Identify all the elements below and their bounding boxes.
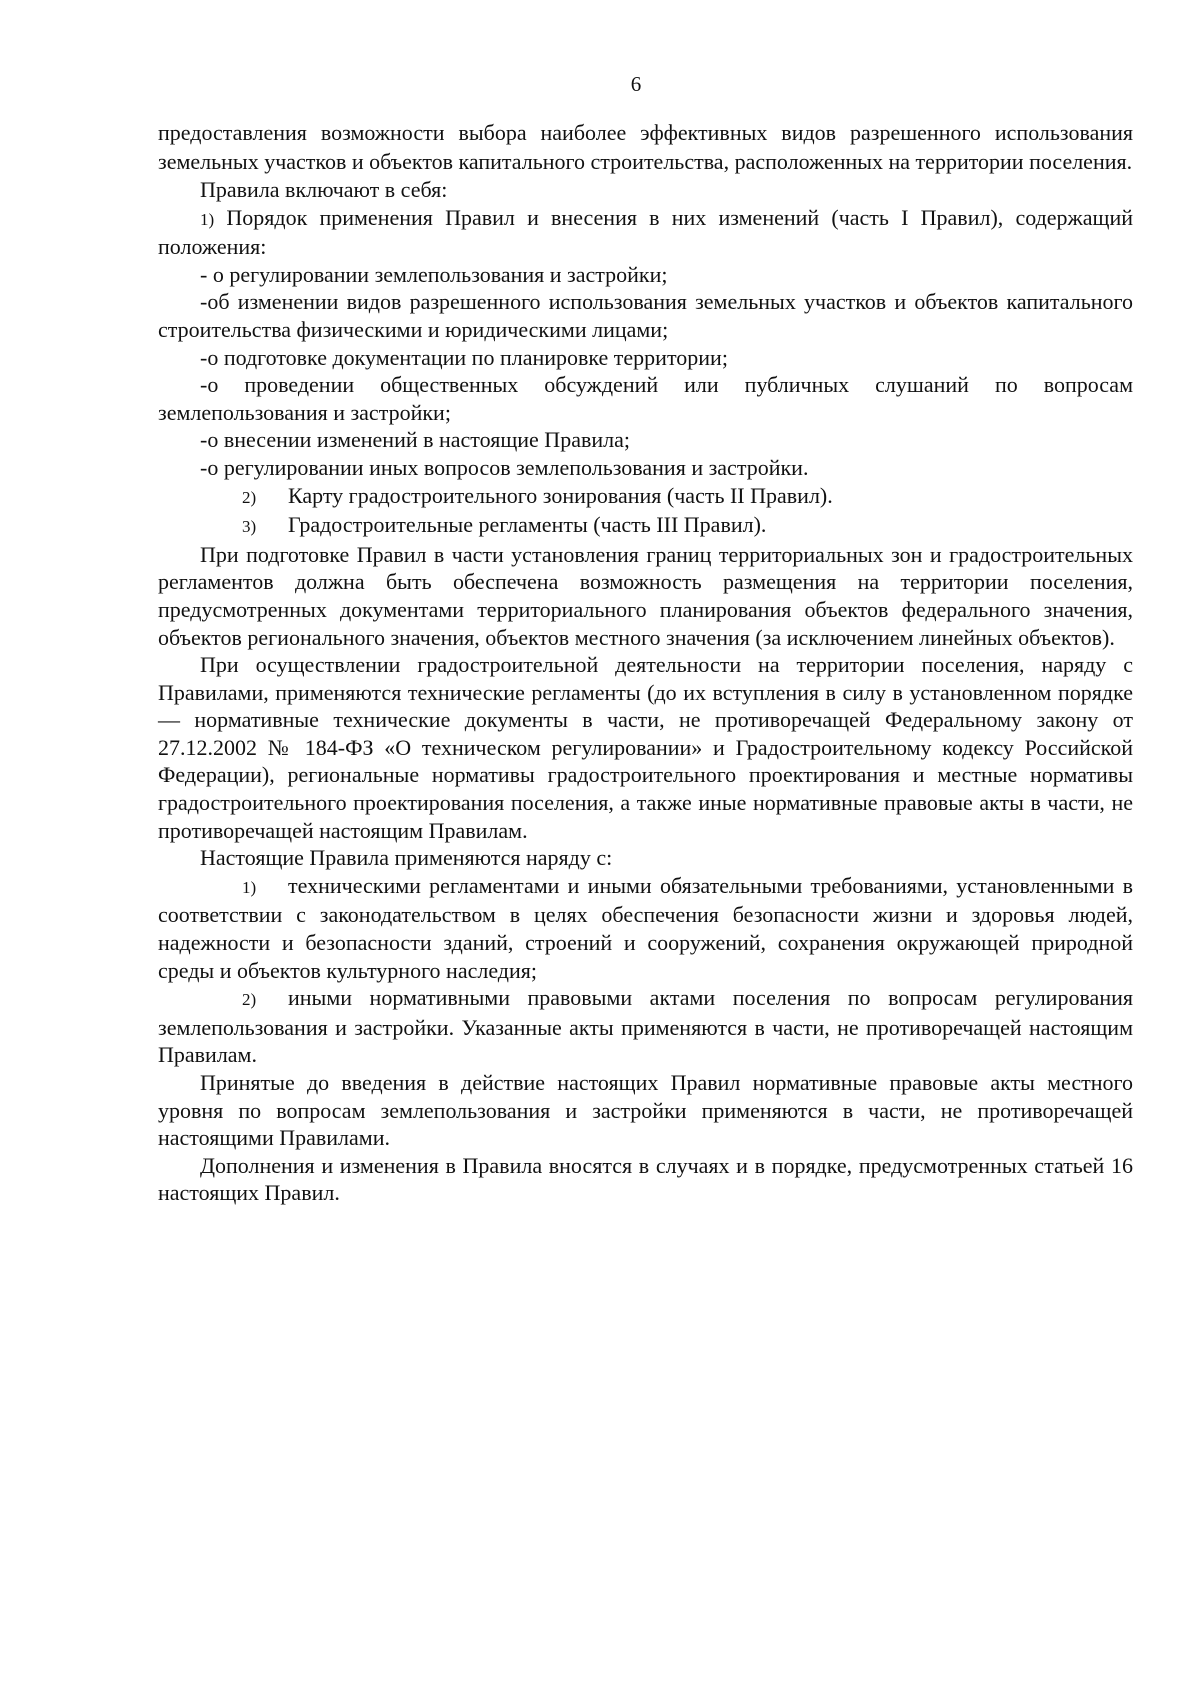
list-item-part-3	[158, 511, 1133, 541]
paragraph-amendments: Дополнения и изменения в Правила вносятся в случаях и в порядке, предусмотренных статьей 16 настоящих Правил.	[158, 1152, 1133, 1206]
list-item-text: Градостроительные регламенты (часть III Правил).	[288, 512, 767, 538]
list-item-technical	[158, 872, 1133, 984]
paragraph-preparation: При подготовке Правил в части установления границ территориальных зон и градостроительных регламентов должна быть обеспечена возможность размещения на территории поселения, предусмотренных документами территориального планирования объектов федерального значения, объектов регионального значения, объектов местного значения (за исключением линейных объектов).	[158, 541, 1133, 650]
paragraph-technical-regulations: При осуществлении градостроительной деятельности на территории поселения, наряду с Правилами, применяются технические регламенты (до их вступления в силу в установленном порядке — нормативные технические документы в части, не противоречащей Федеральному закону от 27.12.2002 № 184-ФЗ «О техническом регулировании» и Градостроительному кодексу Российской Федерации), региональные нормативы градостроительного проектирования и местные нормативы градостроительного проектирования поселения, а также иные нормативные правовые акты в части, не противоречащей настоящим Правилам.	[158, 652, 1133, 843]
list-item-part-2	[158, 482, 1133, 512]
list-subitem: - о регулировании землепользования и застройки;	[200, 261, 668, 287]
list-item-text: Порядок применения Правил и внесения в них изменений (часть I Правил), содержащий положения:	[158, 204, 1134, 260]
list-item-text: Карту градостроительного зонирования (часть II Правил).	[288, 482, 833, 508]
list-number: 2)	[242, 990, 257, 1010]
list-number: 1)	[242, 877, 257, 897]
list-subitem: -о проведении общественных обсуждений или публичных слушаний по вопросам землепользования и застройки;	[158, 372, 1133, 425]
list-item-normative	[158, 984, 1133, 1069]
list-subitem: -об изменении видов разрешенного использования земельных участков и объектов капитального строительства физическими и юридическими лицами;	[158, 289, 1133, 342]
list-item-text: иными нормативными правовыми актами поселения по вопросам регулирования землепользования и застройки. Указанные акты применяются в части, не противоречащей настоящим Правилам.	[158, 985, 1133, 1068]
list-item-part-1	[158, 204, 1133, 261]
list-number: 3)	[242, 517, 257, 537]
list-item-text: техническими регламентами и иными обязательными требованиями, установленными в соответствии с законодательством в целях обеспечения безопасности жизни и здоровья людей, надежности и безопасности зданий, строений и сооружений, сохранения окружающей природной среды и объектов культурного наследия;	[158, 872, 1133, 983]
document-body	[158, 118, 1133, 1207]
paragraph-applied-along: Настоящие Правила применяются наряду с:	[200, 845, 613, 871]
list-subitem: -о подготовке документации по планировке территории;	[200, 344, 728, 370]
list-number: 1)	[200, 209, 215, 229]
list-subitem: -о регулировании иных вопросов землепользования и застройки.	[200, 454, 809, 480]
paragraph-rules-include: Правила включают в себя:	[200, 177, 448, 202]
page-number: 6	[630, 72, 642, 96]
paragraph-prior-acts: Принятые до введения в действие настоящих Правил нормативные правовые акты местного уровня по вопросам землепользования и застройки применяются в части, не противоречащей настоящими Правилами.	[158, 1070, 1133, 1151]
list-number: 2)	[242, 487, 257, 507]
list-subitem: -о внесении изменений в настоящие Правила;	[200, 427, 630, 453]
paragraph-continuation: предоставления возможности выбора наиболее эффективных видов разрешенного использования земельных участков и объектов капитального строительства, расположенных на территории поселения.	[158, 120, 1133, 174]
